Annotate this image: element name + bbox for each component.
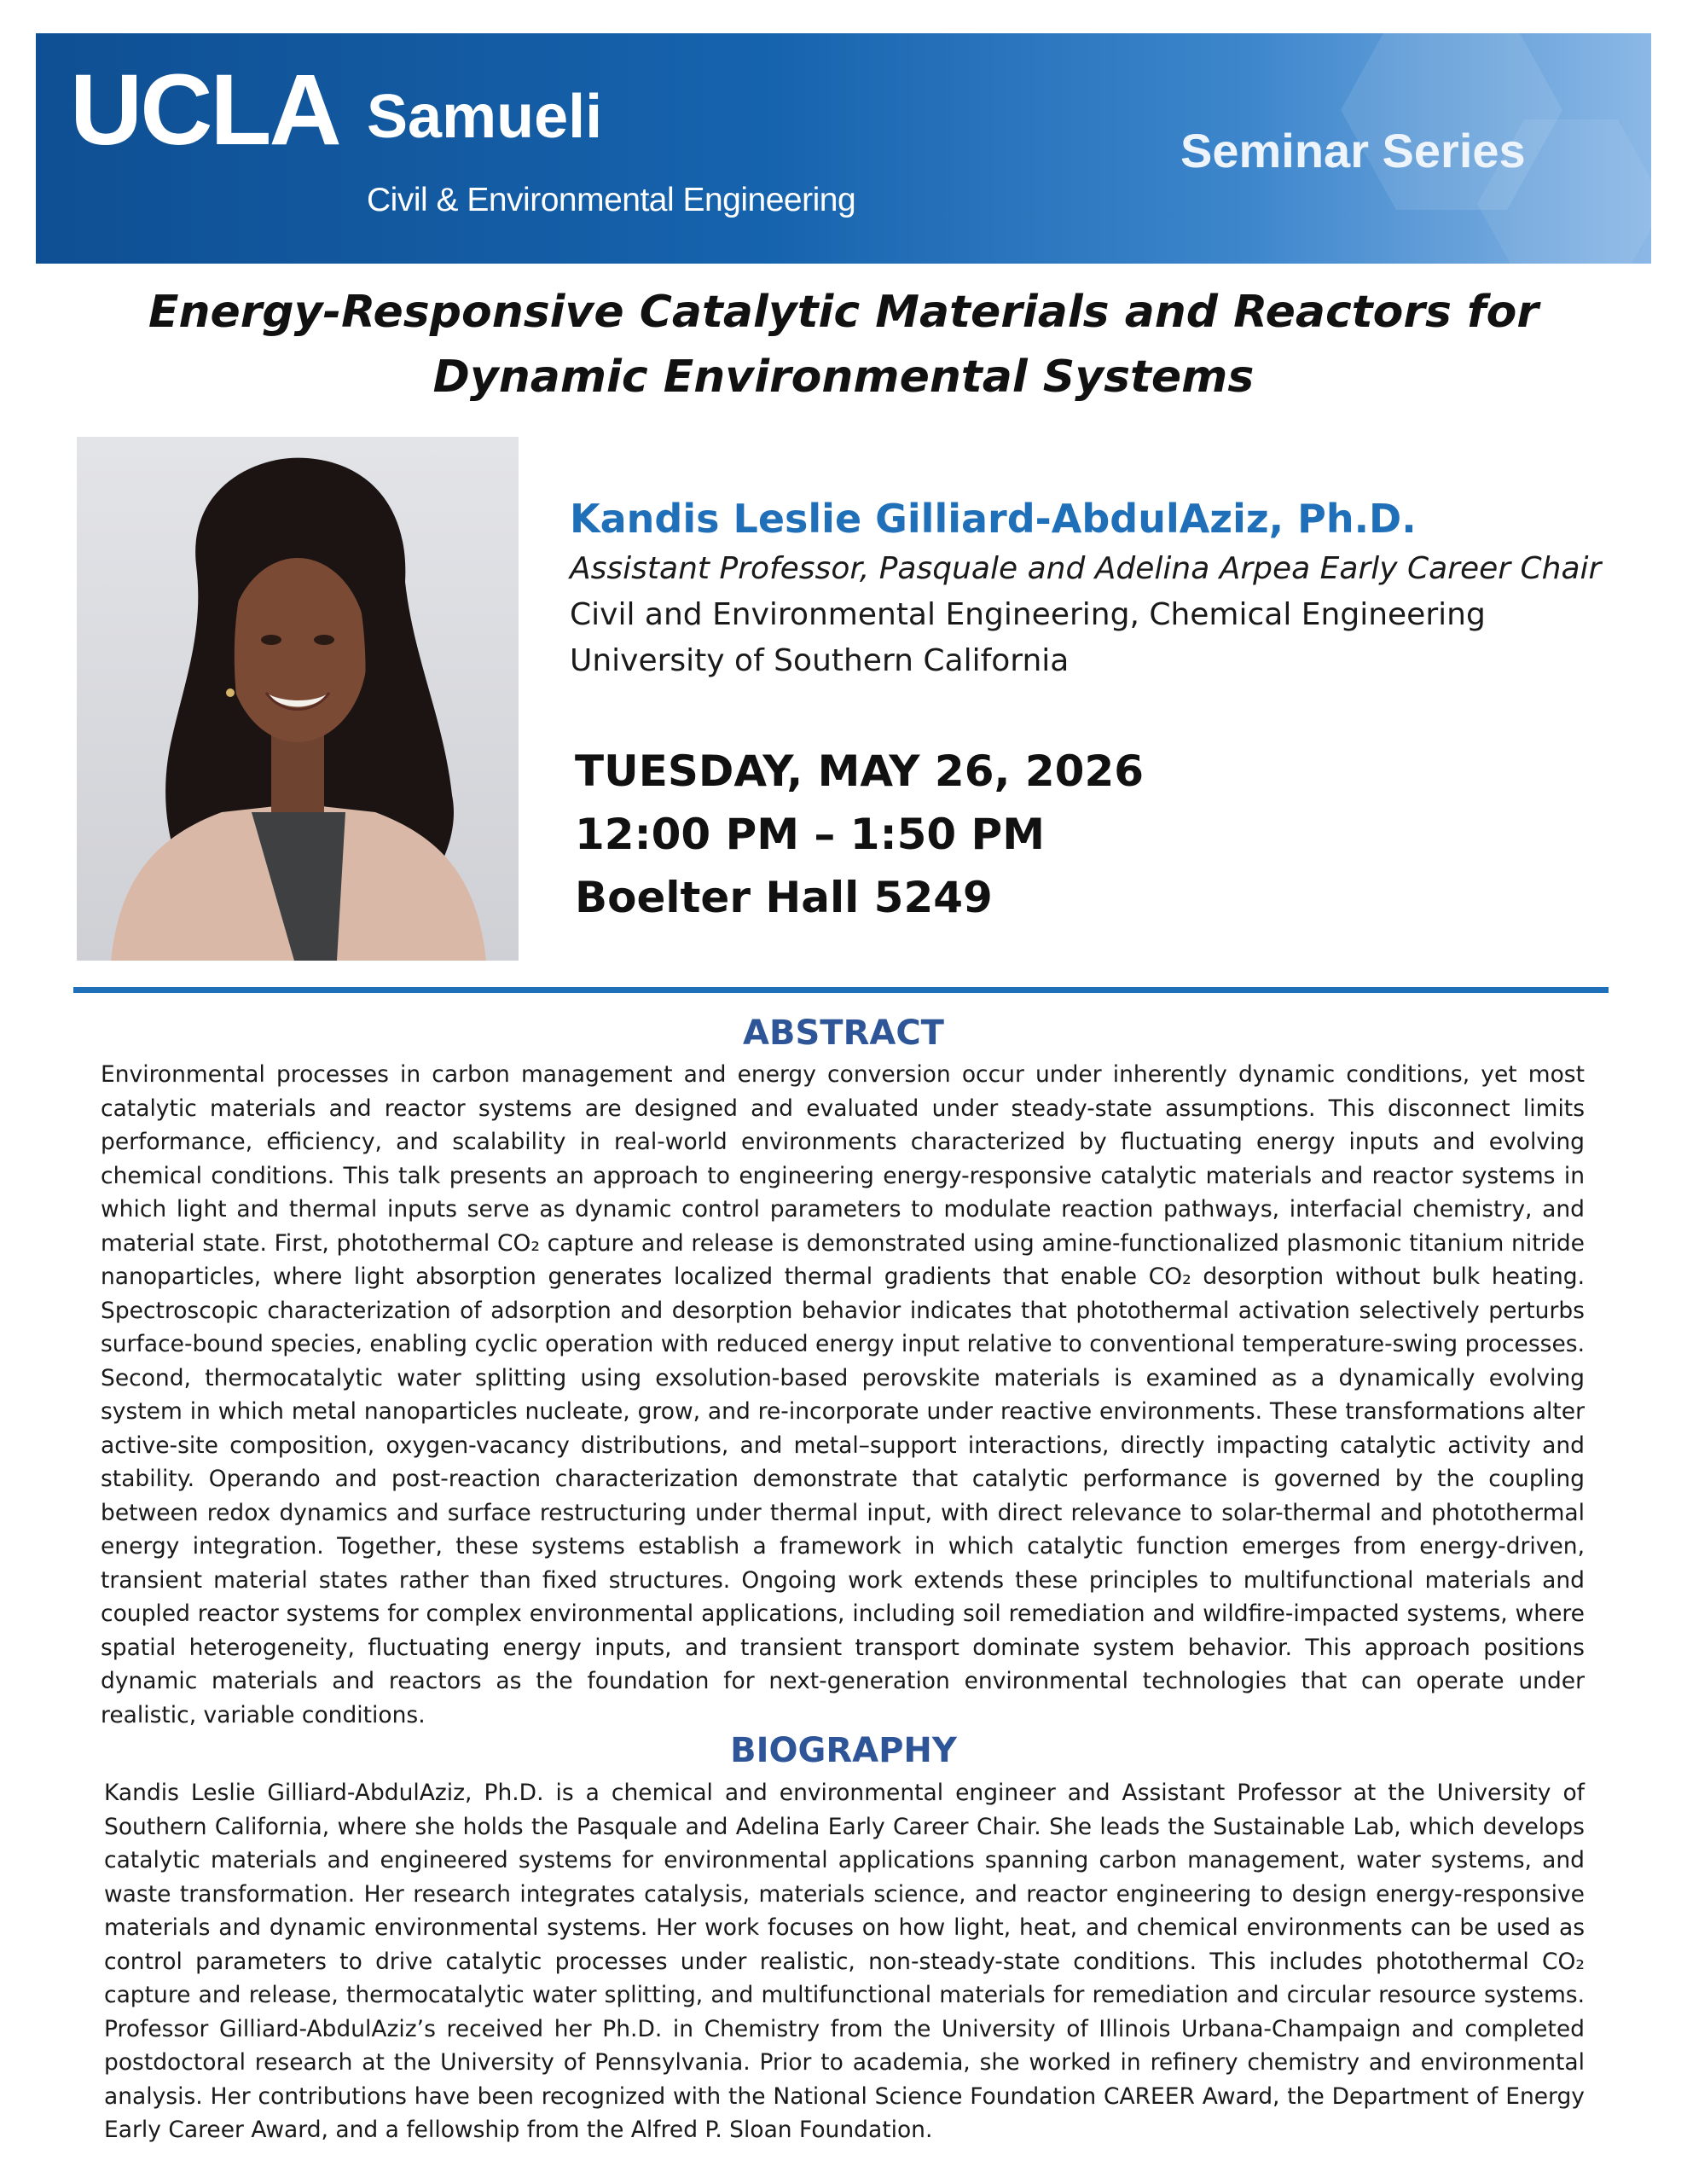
speaker-name: Kandis Leslie Gilliard-AbdulAziz, Ph.D. — [570, 496, 1417, 542]
speaker-title: Assistant Professor, Pasquale and Adelina Arpea Early Career Chair — [570, 551, 1602, 586]
header-banner — [36, 33, 1651, 264]
samueli-logo: Samueli — [367, 83, 603, 151]
speaker-university: University of Southern California — [570, 643, 1070, 678]
event-time: 12:00 PM – 1:50 PM — [575, 810, 1045, 859]
seminar-title: Energy-Responsive Catalytic Materials and Reactors for Dynamic Environmental Systems — [148, 287, 1539, 403]
speaker-department: Civil and Environmental Engineering, Chemical Engineering — [570, 597, 1486, 632]
abstract-heading: ABSTRACT — [743, 1014, 944, 1053]
section-divider — [73, 987, 1609, 993]
department-logo-text: Civil & Environmental Engineering — [367, 182, 856, 218]
abstract-text: Environmental processes in carbon management and energy conversion occur under inherently dynamic conditions, yet most catalytic materials and reactor systems are designed and evaluated under steady-state assumptions. This disconnect limits performance, efficiency, and scalability in real-world environments characterized by fluctuating energy inputs and evolving chemical conditions. This talk presents an approach to engineering energy-responsive catalytic materials and reactor systems in which light and thermal inputs serve as dynamic control parameters to modulate reaction pathways, interfacial chemistry, and material state. First, photothermal CO₂ capture and release is demonstrated using amine-functionalized plasmonic titanium nitride nanoparticles, where light absorption generates localized thermal gradients that enable CO₂ desorption without bulk heating. Spectroscopic characterization of adsorption and desorption behavior indicates that photothermal activation selectively perturbs surface-bound species, enabling cyclic operation with reduced energy input relative to conventional temperature-swing processes. Second, thermocatalytic water splitting using exsolution-based perovskite materials is examined as a dynamically evolving system in which metal nanoparticles nucleate, grow, and re-incorporate under reactive environments. These transformations alter active-site composition, oxygen-vacancy distributions, and metal–support interactions, directly impacting catalytic activity and stability. Operando and post-reaction characterization demonstrate that catalytic performance is governed by the coupling between redox dynamics and surface restructuring under thermal input, with direct relevance to solar-thermal and photothermal energy integration. Together, these systems establish a framework in which catalytic function emerges from energy-driven, transient material states rather than fixed structures. Ongoing work extends these principles to multifunctional materials and coupled reactor systems for complex environmental applications, including soil remediation and wildfire-impacted systems, where spatial heterogeneity, fluctuating energy inputs, and transient transport dominate system behavior. This approach positions dynamic materials and reactors as the foundation for next-generation environmental technologies that can operate under realistic, variable conditions. — [101, 1061, 1585, 1728]
biography-text: Kandis Leslie Gilliard-AbdulAziz, Ph.D. is a chemical and environmental engineer and Assistant Professor at the University of Southern California, where she holds the Pasquale and Adelina Early Career Chair. She leads the Sustainable Lab, which develops catalytic materials and engineered systems for environmental applications spanning carbon management, water systems, and waste transformation. Her research integrates catalysis, materials science, and reactor engineering to design energy-responsive materials and dynamic environmental systems. Her work focuses on how light, heat, and chemical environments can be used as control parameters to drive catalytic processes under realistic, non-steady-state conditions. This includes photothermal CO₂ capture and release, thermocatalytic water splitting, and multifunctional materials for remediation and circular resource systems. Professor Gilliard-AbdulAziz’s received her Ph.D. in Chemistry from the University of Illinois Urbana-Champaign and completed postdoctoral research at the University of Pennsylvania. Prior to academia, she worked in refinery chemistry and environmental analysis. Her contributions have been recognized with the National Science Foundation CAREER Award, the Department of Energy Early Career Award, and a fellowship from the Alfred P. Sloan Foundation. — [104, 1780, 1585, 2143]
event-location: Boelter Hall 5249 — [575, 873, 993, 922]
event-date: TUESDAY, MAY 26, 2026 — [575, 746, 1145, 796]
ucla-logo: UCLA — [70, 54, 339, 166]
biography-heading: BIOGRAPHY — [730, 1731, 957, 1770]
speaker-photo — [77, 437, 519, 961]
seminar-series-label: Seminar Series — [1180, 124, 1526, 177]
